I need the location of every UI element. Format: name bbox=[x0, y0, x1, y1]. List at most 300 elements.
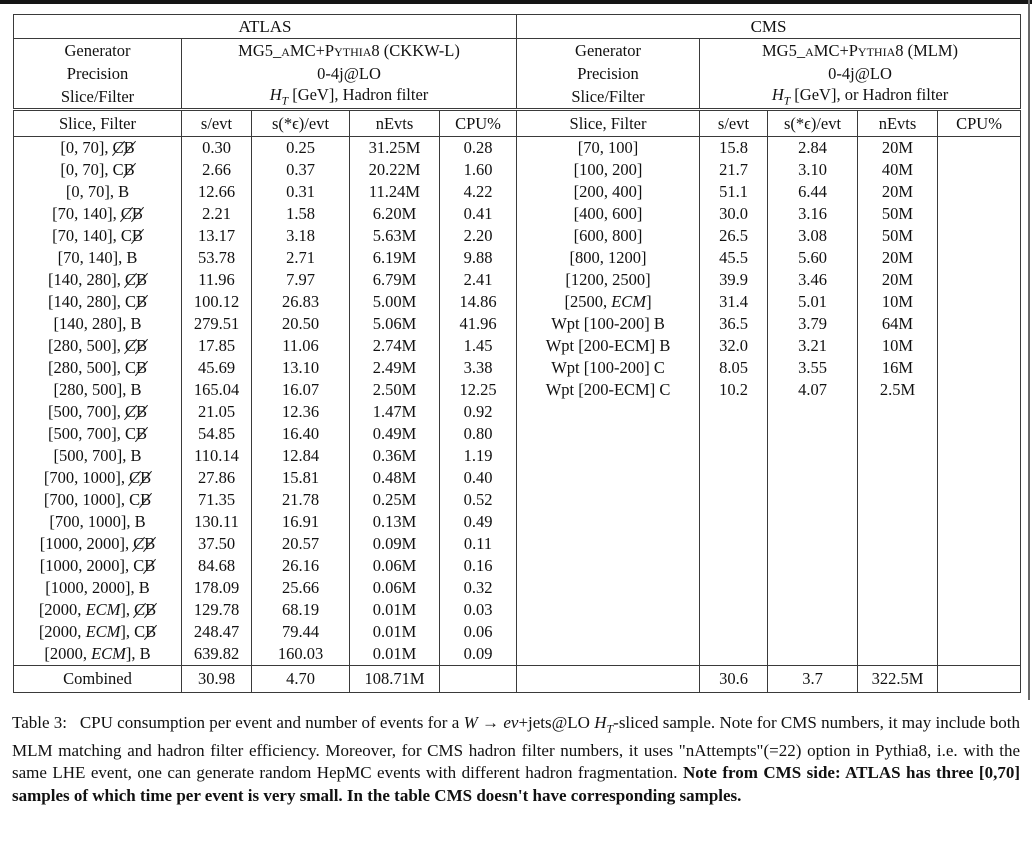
text-segment: +jets@LO bbox=[518, 713, 595, 732]
cms-combined-s-evt: 30.6 bbox=[700, 666, 768, 693]
value-cell bbox=[938, 555, 1021, 577]
value-cell: 20M bbox=[858, 181, 938, 203]
atlas-generator-value bbox=[182, 39, 517, 63]
value-cell: 129.78 bbox=[182, 599, 252, 621]
value-cell: 54.85 bbox=[182, 423, 252, 445]
value-cell: 40M bbox=[858, 159, 938, 181]
value-cell: 130.11 bbox=[182, 511, 252, 533]
slice-filter-cell bbox=[14, 423, 182, 445]
value-cell: 13.10 bbox=[252, 357, 350, 379]
text-segment: C bbox=[129, 468, 141, 487]
table-row bbox=[14, 379, 1021, 401]
value-cell: 0.31 bbox=[252, 181, 350, 203]
col-header-cpu: CPU% bbox=[938, 110, 1021, 137]
slice-filter-cell bbox=[517, 511, 700, 533]
value-cell bbox=[858, 423, 938, 445]
text-segment: [140, 280], bbox=[47, 270, 125, 289]
text-segment: ] bbox=[646, 292, 652, 311]
value-cell: 3.21 bbox=[768, 335, 858, 357]
text-segment: Note from CMS side: ATLAS has three [0,70] samples of which time per event is very small. In the table CMS doesn't have corresponding samples. bbox=[12, 763, 1020, 805]
value-cell bbox=[768, 423, 858, 445]
value-cell: 6.79M bbox=[350, 269, 440, 291]
value-cell: 2.5M bbox=[858, 379, 938, 401]
slice-filter-cell bbox=[517, 599, 700, 621]
value-cell: 9.88 bbox=[440, 247, 517, 269]
slice-filter-cell bbox=[517, 181, 700, 203]
table-row bbox=[14, 159, 1021, 181]
value-cell: 10M bbox=[858, 335, 938, 357]
value-cell: 3.79 bbox=[768, 313, 858, 335]
text-segment: Wpt [200-ECM] C bbox=[545, 380, 671, 399]
table-row bbox=[14, 423, 1021, 445]
value-cell: 50M bbox=[858, 203, 938, 225]
value-cell: 53.78 bbox=[182, 247, 252, 269]
col-header-nevts: nEvts bbox=[858, 110, 938, 137]
value-cell bbox=[938, 379, 1021, 401]
value-cell: 0.80 bbox=[440, 423, 517, 445]
value-cell bbox=[938, 313, 1021, 335]
value-cell: 2.21 bbox=[182, 203, 252, 225]
value-cell: 16.07 bbox=[252, 379, 350, 401]
text-segment: [0, 70], B bbox=[65, 182, 130, 201]
slice-filter-cell bbox=[14, 159, 182, 181]
slice-filter-cell bbox=[14, 313, 182, 335]
value-cell bbox=[938, 511, 1021, 533]
value-cell: 11.96 bbox=[182, 269, 252, 291]
value-cell: 165.04 bbox=[182, 379, 252, 401]
text-segment: B bbox=[136, 402, 148, 421]
text-segment: [700, 1000], B bbox=[49, 512, 146, 531]
value-cell: 0.28 bbox=[440, 137, 517, 160]
value-cell: 1.45 bbox=[440, 335, 517, 357]
text-segment: B bbox=[131, 204, 143, 223]
value-cell bbox=[938, 159, 1021, 181]
value-cell: 1.47M bbox=[350, 401, 440, 423]
value-cell: 0.40 bbox=[440, 467, 517, 489]
value-cell: 0.06M bbox=[350, 555, 440, 577]
text-segment: [70, 100] bbox=[577, 138, 639, 157]
slice-filter-cell bbox=[14, 335, 182, 357]
table-row bbox=[14, 335, 1021, 357]
text-segment: C bbox=[124, 336, 136, 355]
value-cell bbox=[938, 599, 1021, 621]
cms-generator-label: Generator bbox=[517, 39, 700, 63]
value-cell: 178.09 bbox=[182, 577, 252, 599]
atlas-precision-label: Precision bbox=[14, 62, 182, 85]
text-segment: [1200, 2500] bbox=[565, 270, 651, 289]
text-segment: [700, 1000], C bbox=[43, 490, 141, 509]
slice-filter-cell bbox=[517, 357, 700, 379]
text-segment: [GeV], or Hadron filter bbox=[790, 85, 949, 105]
value-cell bbox=[938, 621, 1021, 643]
value-cell: 0.06 bbox=[440, 621, 517, 643]
table-row bbox=[14, 467, 1021, 489]
value-cell bbox=[700, 401, 768, 423]
atlas-combined-nevts: 108.71M bbox=[350, 666, 440, 693]
table-row bbox=[14, 225, 1021, 247]
text-segment: B bbox=[144, 534, 156, 553]
value-cell: 6.44 bbox=[768, 181, 858, 203]
text-segment: Table 3: CPU consumption per event and number of events for a bbox=[12, 713, 464, 732]
text-segment: [500, 700], C bbox=[47, 424, 136, 443]
value-cell: 17.85 bbox=[182, 335, 252, 357]
text-segment: ], B bbox=[125, 644, 151, 663]
table-row bbox=[14, 313, 1021, 335]
value-cell bbox=[938, 577, 1021, 599]
slice-filter-cell bbox=[14, 357, 182, 379]
text-segment: [70, 140], C bbox=[52, 226, 132, 245]
value-cell: 45.5 bbox=[700, 247, 768, 269]
experiment-cms-header: CMS bbox=[517, 15, 1021, 39]
slice-filter-cell bbox=[517, 489, 700, 511]
value-cell: 3.16 bbox=[768, 203, 858, 225]
slice-filter-cell bbox=[14, 555, 182, 577]
value-cell: 51.1 bbox=[700, 181, 768, 203]
value-cell bbox=[858, 445, 938, 467]
value-cell bbox=[768, 577, 858, 599]
value-cell: 25.66 bbox=[252, 577, 350, 599]
text-segment: MG5_aMC+Pythia8 bbox=[762, 40, 904, 60]
slice-filter-cell bbox=[14, 533, 182, 555]
text-segment: [800, 1200] bbox=[569, 248, 647, 267]
text-segment: [200, 400] bbox=[573, 182, 643, 201]
value-cell bbox=[768, 555, 858, 577]
table-row bbox=[14, 621, 1021, 643]
text-segment: B bbox=[145, 600, 157, 619]
col-header-s-evt: s/evt bbox=[182, 110, 252, 137]
table-row bbox=[14, 489, 1021, 511]
text-segment: [2000, bbox=[38, 622, 86, 641]
text-segment: C bbox=[120, 204, 132, 223]
text-segment: B bbox=[135, 292, 147, 311]
value-cell: 2.74M bbox=[350, 335, 440, 357]
value-cell: 0.25 bbox=[252, 137, 350, 160]
atlas-generator-label: Generator bbox=[14, 39, 182, 63]
text-segment: [280, 500], bbox=[47, 336, 125, 355]
text-segment: C bbox=[134, 600, 146, 619]
value-cell: 16M bbox=[858, 357, 938, 379]
table-row bbox=[14, 533, 1021, 555]
value-cell bbox=[938, 423, 1021, 445]
column-header-row bbox=[14, 110, 1021, 137]
slice-filter-cell bbox=[14, 269, 182, 291]
value-cell: 279.51 bbox=[182, 313, 252, 335]
value-cell bbox=[768, 643, 858, 666]
text-segment: ], bbox=[120, 600, 135, 619]
slice-filter-cell bbox=[14, 577, 182, 599]
slice-filter-cell bbox=[517, 401, 700, 423]
table-row bbox=[14, 291, 1021, 313]
text-segment: → bbox=[477, 713, 504, 732]
table-row bbox=[14, 401, 1021, 423]
value-cell: 71.35 bbox=[182, 489, 252, 511]
value-cell: 20.22M bbox=[350, 159, 440, 181]
text-segment: [280, 500], B bbox=[53, 380, 142, 399]
combined-row bbox=[14, 666, 1021, 693]
text-segment: [1000, 2000], bbox=[39, 534, 134, 553]
text-segment: [280, 500], C bbox=[47, 358, 136, 377]
text-segment: B bbox=[140, 468, 152, 487]
value-cell bbox=[858, 621, 938, 643]
text-segment: H bbox=[771, 85, 784, 105]
atlas-combined-s-evt: 30.98 bbox=[182, 666, 252, 693]
text-segment: -sliced sample. Note for CMS numbers, it may include both MLM matching and hadron filter efficiency. Moreover, for CMS hadron filter numbers, it uses "nAttempts"(=22) option in Pythia8, i.e. with the same LHE event, one can generate random HepMC events with different hadron fragmentation. bbox=[12, 713, 1021, 783]
value-cell: 50M bbox=[858, 225, 938, 247]
value-cell: 248.47 bbox=[182, 621, 252, 643]
value-cell: 3.08 bbox=[768, 225, 858, 247]
slice-filter-cell bbox=[517, 621, 700, 643]
value-cell: 11.06 bbox=[252, 335, 350, 357]
value-cell bbox=[700, 511, 768, 533]
slice-filter-cell bbox=[14, 621, 182, 643]
value-cell: 3.38 bbox=[440, 357, 517, 379]
text-segment: [2500, bbox=[564, 292, 612, 311]
table-row bbox=[14, 643, 1021, 666]
value-cell bbox=[700, 577, 768, 599]
value-cell: 3.10 bbox=[768, 159, 858, 181]
value-cell: 45.69 bbox=[182, 357, 252, 379]
value-cell bbox=[938, 291, 1021, 313]
value-cell: 0.92 bbox=[440, 401, 517, 423]
cms-combined-cpu bbox=[938, 666, 1021, 693]
value-cell: 26.5 bbox=[700, 225, 768, 247]
value-cell bbox=[858, 467, 938, 489]
value-cell: 160.03 bbox=[252, 643, 350, 666]
value-cell bbox=[938, 533, 1021, 555]
table-row bbox=[14, 445, 1021, 467]
value-cell: 2.50M bbox=[350, 379, 440, 401]
slice-filter-cell bbox=[517, 533, 700, 555]
table-row bbox=[14, 137, 1021, 160]
value-cell: 0.13M bbox=[350, 511, 440, 533]
value-cell bbox=[700, 621, 768, 643]
value-cell: 27.86 bbox=[182, 467, 252, 489]
value-cell bbox=[768, 511, 858, 533]
table-row bbox=[14, 269, 1021, 291]
text-segment: B bbox=[140, 490, 152, 509]
slice-filter-cell bbox=[517, 379, 700, 401]
slice-filter-cell bbox=[517, 137, 700, 160]
value-cell bbox=[768, 401, 858, 423]
value-cell: 0.30 bbox=[182, 137, 252, 160]
page-top-rule bbox=[0, 0, 1032, 4]
text-segment: ], C bbox=[120, 622, 146, 641]
value-cell: 3.46 bbox=[768, 269, 858, 291]
value-cell: 2.66 bbox=[182, 159, 252, 181]
value-cell: 5.00M bbox=[350, 291, 440, 313]
value-cell bbox=[938, 467, 1021, 489]
meta-row-generator bbox=[14, 39, 1021, 63]
text-segment: [2000, bbox=[44, 644, 92, 663]
slice-filter-cell bbox=[14, 489, 182, 511]
value-cell bbox=[858, 599, 938, 621]
value-cell: 26.83 bbox=[252, 291, 350, 313]
value-cell bbox=[938, 181, 1021, 203]
slice-filter-cell bbox=[14, 181, 182, 203]
value-cell: 30.0 bbox=[700, 203, 768, 225]
text-segment: H bbox=[594, 713, 607, 732]
slice-filter-cell bbox=[14, 643, 182, 666]
text-segment: [140, 280], C bbox=[47, 292, 136, 311]
table-row bbox=[14, 555, 1021, 577]
text-segment: B bbox=[144, 556, 156, 575]
value-cell: 31.25M bbox=[350, 137, 440, 160]
atlas-combined-label: Combined bbox=[14, 666, 182, 693]
slice-filter-cell bbox=[517, 203, 700, 225]
value-cell bbox=[768, 533, 858, 555]
value-cell: 2.84 bbox=[768, 137, 858, 160]
atlas-combined-s-eps-evt: 4.70 bbox=[252, 666, 350, 693]
value-cell bbox=[858, 489, 938, 511]
value-cell bbox=[938, 137, 1021, 160]
text-segment: [700, 1000], bbox=[43, 468, 130, 487]
text-segment: B bbox=[123, 160, 135, 179]
slice-filter-cell bbox=[517, 555, 700, 577]
value-cell: 0.25M bbox=[350, 489, 440, 511]
slice-filter-cell bbox=[517, 247, 700, 269]
value-cell: 68.19 bbox=[252, 599, 350, 621]
value-cell: 11.24M bbox=[350, 181, 440, 203]
value-cell: 0.16 bbox=[440, 555, 517, 577]
value-cell: 12.36 bbox=[252, 401, 350, 423]
table-row bbox=[14, 577, 1021, 599]
cms-combined-label bbox=[517, 666, 700, 693]
table-row bbox=[14, 511, 1021, 533]
text-segment: 0-4j@LO bbox=[317, 63, 381, 83]
value-cell: 10.2 bbox=[700, 379, 768, 401]
text-segment: [500, 700], bbox=[47, 402, 125, 421]
col-header-cpu: CPU% bbox=[440, 110, 517, 137]
value-cell: 0.48M bbox=[350, 467, 440, 489]
atlas-slicefilter-value bbox=[182, 85, 517, 110]
value-cell bbox=[938, 489, 1021, 511]
value-cell: 0.32 bbox=[440, 577, 517, 599]
text-segment: ECM bbox=[611, 292, 647, 311]
value-cell bbox=[858, 533, 938, 555]
text-segment: B bbox=[135, 424, 147, 443]
cms-combined-s-eps-evt: 3.7 bbox=[768, 666, 858, 693]
slice-filter-cell bbox=[14, 225, 182, 247]
value-cell: 8.05 bbox=[700, 357, 768, 379]
text-segment: [2000, bbox=[38, 600, 86, 619]
text-segment: (CKKW-L) bbox=[379, 40, 460, 60]
value-cell: 110.14 bbox=[182, 445, 252, 467]
value-cell: 1.60 bbox=[440, 159, 517, 181]
value-cell: 21.78 bbox=[252, 489, 350, 511]
slice-filter-cell bbox=[517, 643, 700, 666]
value-cell: 0.03 bbox=[440, 599, 517, 621]
value-cell bbox=[700, 643, 768, 666]
text-segment: [70, 140], bbox=[52, 204, 121, 223]
value-cell bbox=[938, 203, 1021, 225]
atlas-precision-value bbox=[182, 62, 517, 85]
text-segment: [GeV], Hadron filter bbox=[288, 85, 429, 105]
cms-precision-value bbox=[700, 62, 1021, 85]
slice-filter-cell bbox=[14, 511, 182, 533]
experiment-header-row bbox=[14, 15, 1021, 39]
value-cell: 12.66 bbox=[182, 181, 252, 203]
text-segment: [140, 280], B bbox=[53, 314, 142, 333]
value-cell: 639.82 bbox=[182, 643, 252, 666]
text-segment: [70, 140], B bbox=[57, 248, 138, 267]
table-row bbox=[14, 357, 1021, 379]
value-cell bbox=[858, 643, 938, 666]
value-cell bbox=[938, 357, 1021, 379]
value-cell bbox=[768, 621, 858, 643]
value-cell: 2.20 bbox=[440, 225, 517, 247]
value-cell: 16.91 bbox=[252, 511, 350, 533]
value-cell: 3.18 bbox=[252, 225, 350, 247]
cpu-consumption-table bbox=[13, 14, 1021, 693]
value-cell: 0.49 bbox=[440, 511, 517, 533]
value-cell bbox=[700, 423, 768, 445]
col-header-nevts: nEvts bbox=[350, 110, 440, 137]
col-header-slice-filter: Slice, Filter bbox=[517, 110, 700, 137]
value-cell: 79.44 bbox=[252, 621, 350, 643]
meta-row-precision bbox=[14, 62, 1021, 85]
value-cell bbox=[858, 511, 938, 533]
cms-generator-value bbox=[700, 39, 1021, 63]
value-cell: 26.16 bbox=[252, 555, 350, 577]
text-segment: W bbox=[463, 713, 478, 732]
table-row bbox=[14, 181, 1021, 203]
value-cell: 20.50 bbox=[252, 313, 350, 335]
text-segment: B bbox=[135, 358, 147, 377]
slice-filter-cell bbox=[517, 291, 700, 313]
value-cell bbox=[700, 489, 768, 511]
value-cell: 2.71 bbox=[252, 247, 350, 269]
value-cell: 6.20M bbox=[350, 203, 440, 225]
value-cell: 0.49M bbox=[350, 423, 440, 445]
value-cell: 31.4 bbox=[700, 291, 768, 313]
value-cell: 2.49M bbox=[350, 357, 440, 379]
table-row bbox=[14, 203, 1021, 225]
value-cell: 15.81 bbox=[252, 467, 350, 489]
value-cell: 21.05 bbox=[182, 401, 252, 423]
value-cell: 0.06M bbox=[350, 577, 440, 599]
value-cell: 0.01M bbox=[350, 599, 440, 621]
table-body bbox=[14, 137, 1021, 666]
slice-filter-cell bbox=[14, 599, 182, 621]
text-segment: [400, 600] bbox=[573, 204, 643, 223]
text-segment: [0, 70], C bbox=[60, 160, 124, 179]
text-segment: ECM bbox=[91, 644, 126, 663]
slice-filter-cell bbox=[517, 445, 700, 467]
slice-filter-cell bbox=[517, 269, 700, 291]
value-cell: 0.01M bbox=[350, 643, 440, 666]
value-cell bbox=[858, 577, 938, 599]
col-header-s-eps-evt: s(*ϵ)/evt bbox=[768, 110, 858, 137]
value-cell: 20M bbox=[858, 269, 938, 291]
value-cell: 5.60 bbox=[768, 247, 858, 269]
value-cell: 12.25 bbox=[440, 379, 517, 401]
value-cell: 7.97 bbox=[252, 269, 350, 291]
experiment-atlas-header: ATLAS bbox=[14, 15, 517, 39]
text-segment: C bbox=[112, 138, 124, 157]
value-cell bbox=[700, 533, 768, 555]
value-cell bbox=[858, 401, 938, 423]
value-cell: 1.58 bbox=[252, 203, 350, 225]
value-cell: 20M bbox=[858, 247, 938, 269]
value-cell bbox=[938, 269, 1021, 291]
text-segment: T bbox=[281, 95, 289, 108]
col-header-slice-filter: Slice, Filter bbox=[14, 110, 182, 137]
value-cell bbox=[768, 467, 858, 489]
text-segment: (MLM) bbox=[903, 40, 959, 60]
slice-filter-cell bbox=[517, 423, 700, 445]
value-cell: 0.09 bbox=[440, 643, 517, 666]
cms-precision-label: Precision bbox=[517, 62, 700, 85]
